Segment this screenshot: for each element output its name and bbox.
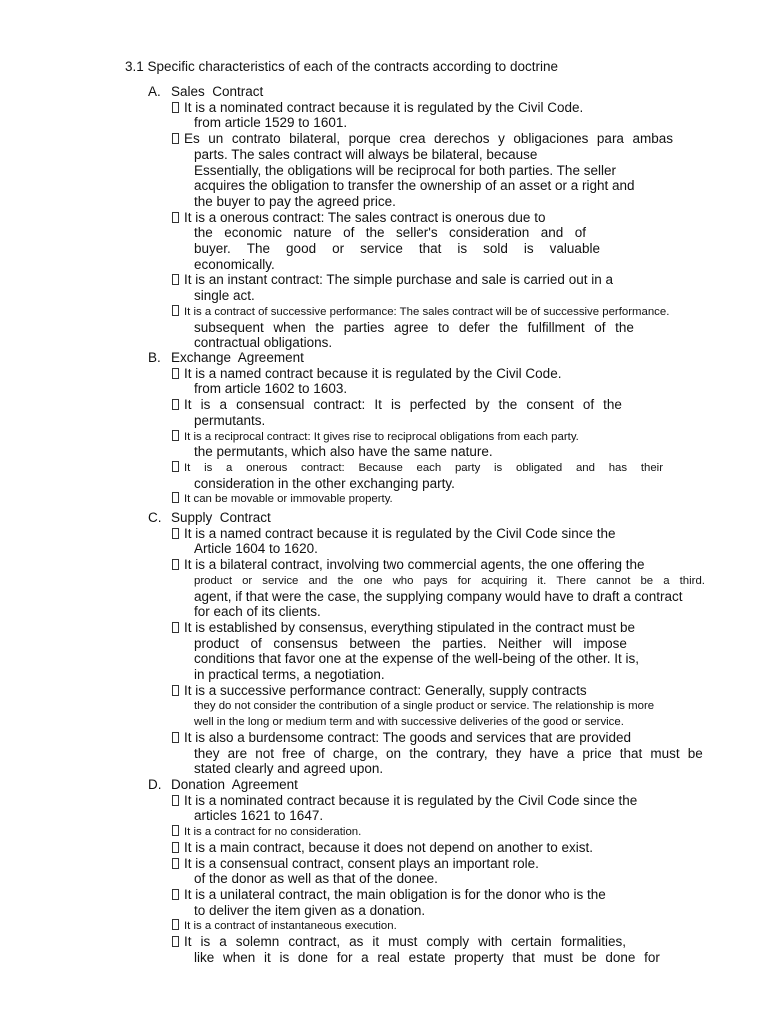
bullet-item: [172, 840, 593, 856]
bullet-continuation: [194, 178, 635, 194]
line-text: contractual obligations.: [194, 335, 333, 351]
bullet-item: [172, 683, 587, 699]
bullet-continuation: [194, 444, 493, 460]
bullet-continuation: [194, 147, 537, 163]
bullet-continuation: [194, 335, 332, 351]
line-text: well in the long or medium term and with successive deliveries of the good or service.: [194, 716, 624, 729]
line-text: It is a nominated contract because it is regulated by the Civil Code since the: [184, 792, 638, 808]
bullet-item: [172, 887, 606, 903]
line-text: It is a unilateral contract, the main obligation is for the donor who is the: [184, 886, 606, 902]
section-name: Exchange Agreement: [171, 350, 304, 365]
bullet-item: [172, 272, 613, 288]
bullet-continuation: [194, 871, 438, 887]
bullet-item: [172, 918, 397, 934]
bullet-box-icon: [172, 622, 179, 633]
bullet-box-icon: [172, 102, 179, 113]
bullet-box-icon: [172, 919, 179, 930]
bullet-box-icon: [172, 368, 179, 379]
line-text: product of consensus between the parties. Neither will impose: [194, 635, 627, 651]
line-text: to deliver the item given as a donation.: [194, 902, 426, 918]
section-letter: C.: [148, 510, 162, 525]
bullet-continuation: [194, 476, 455, 492]
bullet-continuation: [194, 288, 255, 304]
line-text: buyer. The good or service that is sold is valuable: [194, 241, 600, 256]
bullet-box-icon: [172, 528, 179, 539]
line-text: It is a consensual contract, consent plays an important role.: [184, 855, 539, 871]
line-text: It is a contract of instantaneous execution.: [184, 920, 397, 933]
line-text: economically.: [194, 256, 275, 272]
bullet-continuation: [194, 381, 347, 397]
line-text: It is a bilateral contract, involving two commercial agents, the one offering the: [184, 557, 645, 573]
line-text: Es un contrato bilateral, porque crea derechos y obligaciones para ambas: [184, 131, 673, 147]
bullet-continuation: [194, 903, 425, 919]
bullet-continuation: [194, 808, 323, 824]
line-text: from article 1529 to 1601.: [194, 115, 348, 131]
bullet-box-icon: [172, 795, 179, 806]
line-text: like when it is done for a real estate property that must be done for: [194, 949, 660, 965]
bullet-continuation: [194, 651, 639, 667]
bullet-continuation: [194, 714, 624, 730]
section-title: [148, 84, 263, 100]
line-text: the buyer to pay the agreed price.: [194, 193, 396, 209]
section-title: [148, 510, 271, 526]
line-text: articles 1621 to 1647.: [194, 808, 324, 824]
bullet-item: [172, 526, 615, 542]
bullet-box-icon: [172, 842, 179, 853]
bullet-box-icon: [172, 732, 179, 743]
line-text: product or service and the one who pays for acquiring it. There cannot be a third.: [194, 574, 705, 587]
bullet-continuation: [194, 541, 318, 557]
line-text: It is a successive performance contract: Generally, supply contracts: [184, 682, 587, 698]
line-text: It is a main contract, because it does not depend on another to exist.: [184, 839, 594, 855]
section-name: Sales Contract: [171, 84, 264, 99]
bullet-item: [172, 397, 622, 413]
bullet-box-icon: [172, 274, 179, 285]
bullet-continuation: [194, 225, 586, 241]
bullet-continuation: [194, 589, 683, 605]
bullet-continuation: [194, 115, 347, 131]
bullet-item: [172, 824, 361, 840]
bullet-box-icon: [172, 685, 179, 696]
line-text: of the donor as well as that of the donee.: [194, 871, 438, 887]
bullet-continuation: [194, 257, 275, 273]
line-text: for each of its clients.: [194, 604, 321, 620]
line-text: It is a contract for no consideration.: [184, 826, 362, 839]
line-text: single act.: [194, 288, 255, 304]
bullet-item: [172, 100, 583, 116]
bullet-box-icon: [172, 492, 179, 503]
line-text: subsequent when the parties agree to defer the fulfillment of the: [194, 319, 634, 335]
bullet-box-icon: [172, 825, 179, 836]
bullet-box-icon: [172, 399, 179, 410]
bullet-box-icon: [172, 430, 179, 441]
section-letter: D.: [148, 777, 162, 792]
bullet-continuation: [194, 194, 396, 210]
line-text: It is established by consensus, everything stipulated in the contract must be: [184, 619, 635, 635]
line-text: conditions that favor one at the expense of the well-being of the other. It is,: [194, 651, 640, 667]
bullet-item: [172, 934, 626, 950]
bullet-item: [172, 730, 631, 746]
bullet-continuation: [194, 950, 660, 966]
line-text: It is a nominated contract because it is regulated by the Civil Code.: [184, 99, 584, 115]
line-text: the economic nature of the seller's consideration and of: [194, 225, 586, 241]
line-text: It is a onerous contract: The sales contract is onerous due to: [184, 209, 546, 225]
line-text: Essentially, the obligations will be reciprocal for both parties. The seller: [194, 162, 616, 178]
line-text: they do not consider the contribution of a single product or service. The relationship is more: [194, 700, 655, 713]
line-text: Article 1604 to 1620.: [194, 541, 318, 557]
line-text: stated clearly and agreed upon.: [194, 761, 384, 777]
section-name: Donation Agreement: [171, 777, 298, 792]
bullet-box-icon: [172, 133, 179, 144]
bullet-item: [172, 366, 561, 382]
bullet-item: [172, 491, 393, 507]
line-text: parts. The sales contract will always be bilateral, because: [194, 146, 538, 162]
bullet-item: [172, 460, 663, 476]
bullet-item: [172, 131, 673, 147]
line-text: they are not free of charge, on the contrary, they have a price that must be: [194, 745, 703, 761]
line-text: It is a named contract because it is regulated by the Civil Code since the: [184, 525, 616, 541]
line-text: in practical terms, a negotiation.: [194, 667, 385, 682]
line-text: It is a contract of successive performance: The sales contract will be of successive performance.: [184, 305, 670, 318]
bullet-box-icon: [172, 889, 179, 900]
bullet-box-icon: [172, 559, 179, 570]
line-text: consideration in the other exchanging party.: [194, 475, 455, 491]
line-text: It is a named contract because it is regulated by the Civil Code.: [184, 365, 562, 381]
line-text: permutants.: [194, 412, 266, 428]
bullet-continuation: [194, 320, 634, 336]
line-text: the permutants, which also have the same nature.: [194, 444, 493, 460]
bullet-continuation: [194, 667, 385, 683]
bullet-item: [172, 210, 545, 226]
page-heading: 3.1 Specific characteristics of each of the contracts according to doctrine: [125, 59, 558, 74]
bullet-item: [172, 856, 539, 872]
bullet-item: [172, 557, 645, 573]
line-text: acquires the obligation to transfer the ownership of an asset or a right and: [194, 178, 635, 194]
bullet-continuation: [194, 761, 383, 777]
line-text: It is a solemn contract, as it must comply with certain formalities,: [184, 934, 626, 949]
line-text: agent, if that were the case, the supplying company would have to draft a contract: [194, 588, 683, 604]
bullet-box-icon: [172, 305, 179, 316]
bullet-continuation: [194, 413, 265, 429]
bullet-continuation: [194, 604, 321, 620]
bullet-box-icon: [172, 858, 179, 869]
line-text: It is a onerous contract: Because each party is obligated and has their: [184, 461, 663, 474]
bullet-item: [172, 793, 637, 809]
bullet-continuation: [194, 746, 703, 762]
bullet-item: [172, 429, 579, 445]
bullet-box-icon: [172, 212, 179, 223]
bullet-item: [172, 620, 635, 636]
bullet-continuation: [194, 241, 600, 257]
line-text: It can be movable or immovable property.: [184, 493, 393, 506]
bullet-box-icon: [172, 461, 179, 472]
bullet-item: [172, 304, 669, 320]
line-text: from article 1602 to 1603.: [194, 381, 348, 397]
section-title: [148, 777, 298, 793]
bullet-box-icon: [172, 936, 179, 947]
bullet-continuation: [194, 698, 654, 714]
bullet-continuation: [194, 163, 616, 179]
section-letter: A.: [148, 84, 161, 99]
section-name: Supply Contract: [171, 510, 271, 525]
section-letter: B.: [148, 350, 161, 365]
line-text: It is a reciprocal contract: It gives rise to reciprocal obligations from each party.: [184, 430, 579, 443]
line-text: It is an instant contract: The simple purchase and sale is carried out in a: [184, 272, 613, 288]
bullet-continuation: [194, 573, 705, 589]
bullet-continuation: [194, 636, 627, 652]
line-text: It is also a burdensome contract: The goods and services that are provided: [184, 729, 632, 745]
line-text: It is a consensual contract: It is perfected by the consent of the: [184, 397, 622, 413]
section-title: [148, 350, 304, 366]
